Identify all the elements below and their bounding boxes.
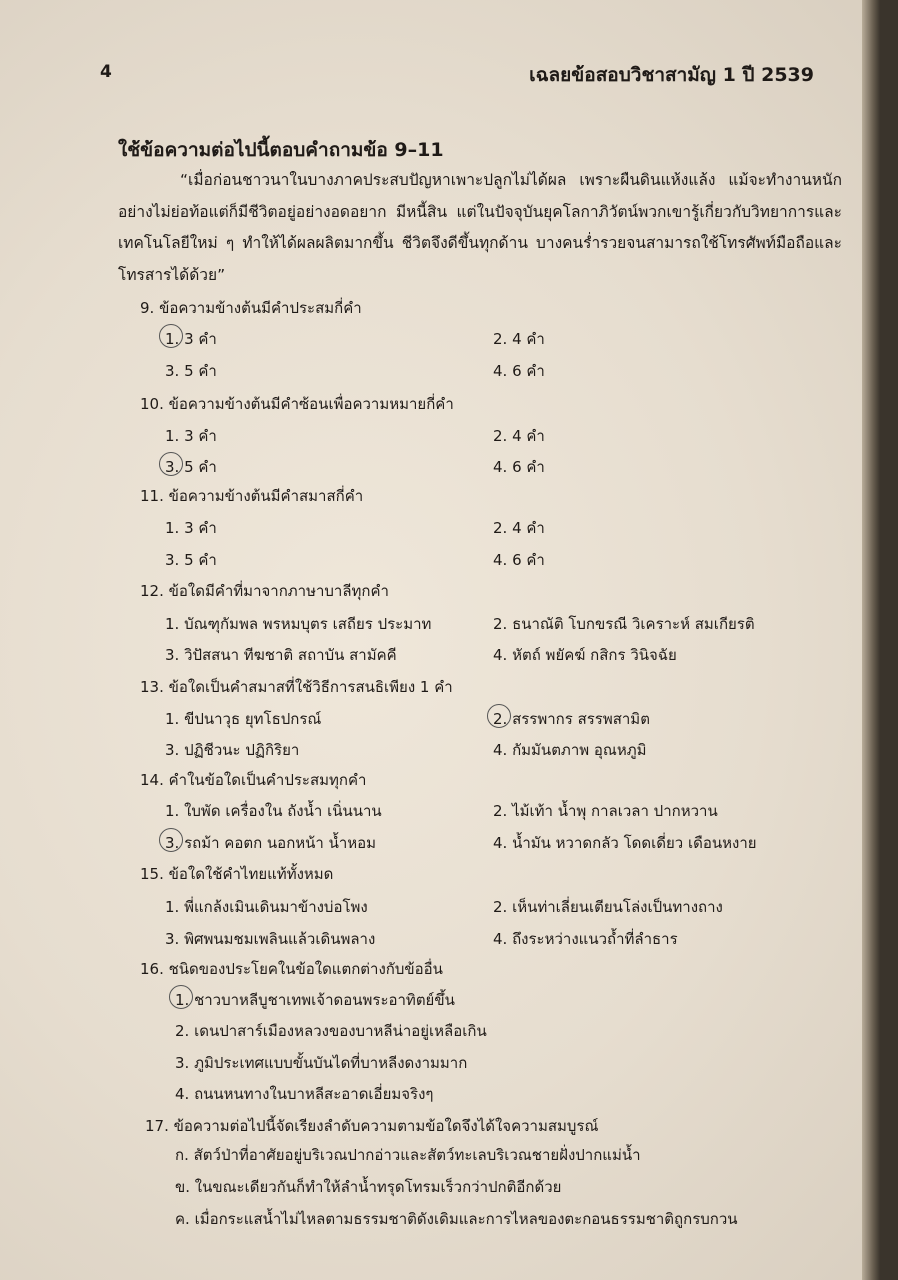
question-14: 14. คำในข้อใดเป็นคำประสมทุกคำ	[140, 771, 367, 789]
question-13: 13. ข้อใดเป็นคำสมาสที่ใช้วิธีการสนธิเพียง 1 คำ	[140, 678, 453, 696]
page-number: 4	[100, 62, 112, 82]
q13-option-1: 1. ขีปนาวุธ ยุทโธปกรณ์	[165, 710, 322, 728]
question-10: 10. ข้อความข้างต้นมีคำซ้อนเพื่อความหมายกี่คำ	[140, 395, 454, 413]
q16-option-1: 1. ชาวบาหลีบูชาเทพเจ้าดอนพระอาทิตย์ขึ้น	[175, 988, 455, 1012]
running-header-title: เฉลยข้อสอบวิชาสามัญ 1 ปี 2539	[529, 64, 814, 86]
answer-circle-mark	[159, 828, 183, 852]
q10-option-1: 1. 3 คำ	[165, 427, 217, 445]
q9-option-1: 1. 3 คำ	[165, 327, 217, 351]
page-edge-shadow	[862, 0, 880, 1280]
q11-option-3: 3. 5 คำ	[165, 551, 217, 569]
q14-option-3: 3. รถม้า คอตก นอกหน้า น้ำหอม	[165, 831, 376, 855]
q15-option-3: 3. พิศพนมชมเพลินแล้วเดินพลาง	[165, 930, 376, 948]
q15-option-4: 4. ถึงระหว่างแนวถ้ำที่ลำธาร	[493, 930, 678, 948]
answer-circle-mark	[487, 704, 511, 728]
question-16: 16. ชนิดของประโยคในข้อใดแตกต่างกับข้ออื่น	[140, 960, 443, 978]
q9-option-2: 2. 4 คำ	[493, 330, 545, 348]
question-11: 11. ข้อความข้างต้นมีคำสมาสกี่คำ	[140, 487, 364, 505]
q17-statement-kho: ข. ในขณะเดียวกันก็ทำให้ลำน้ำทรุดโทรมเร็วกว่าปกติอีกด้วย	[175, 1178, 562, 1196]
q11-option-1: 1. 3 คำ	[165, 519, 217, 537]
q16-option-4: 4. ถนนหนทางในบาหลีสะอาดเอี่ยมจริงๆ	[175, 1085, 434, 1103]
q10-option-3: 3. 5 คำ	[165, 455, 217, 479]
question-12: 12. ข้อใดมีคำที่มาจากภาษาบาลีทุกคำ	[140, 582, 389, 600]
q12-option-3: 3. วิปัสสนา ทีฆชาติ สถาบัน สามัคคี	[165, 646, 397, 664]
q13-option-2: 2. สรรพากร สรรพสามิต	[493, 707, 650, 731]
reading-passage	[118, 165, 842, 291]
question-9: 9. ข้อความข้างต้นมีคำประสมกี่คำ	[140, 299, 362, 317]
q13-option-4: 4. กัมมันตภาพ อุณหภูมิ	[493, 741, 647, 759]
answer-circle-mark	[169, 985, 193, 1009]
passage-text: “เมื่อก่อนชาวนาในบางภาคประสบปัญหาเพาะปลูกไม่ได้ผล เพราะผืนดินแห้งแล้ง แม้จะทำงานหนักอย่างไม่ย่อท้อแต่ก็มีชีวิตอยู่อย่างอดอยาก มีหนี้สิน แต่ในปัจจุบันยุคโลกาภิวัตน์พวกเขารู้เกี่ยวกับวิทยาการและเทคโนโลยีใหม่ ๆ ทำให้ได้ผลผลิตมากขึ้น ชีวิตจึงดีขึ้นทุกด้าน บางคนร่ำรวยจนสามารถใช้โทรศัพท์มือถือและโทรสารได้ด้วย”	[118, 171, 842, 284]
q12-option-1: 1. บัณฑุกัมพล พรหมบุตร เสถียร ประมาท	[165, 615, 432, 633]
q16-option-3: 3. ภูมิประเทศแบบขั้นบันไดที่บาหลีงดงามมาก	[175, 1054, 468, 1072]
q17-statement-ko: ก. สัตว์ป่าที่อาศัยอยู่บริเวณปากอ่าวและสัตว์ทะเลบริเวณชายฝั่งปากแม่น้ำ	[175, 1146, 641, 1164]
q14-option-4: 4. น้ำมัน หวาดกลัว โดดเดี่ยว เดือนหงาย	[493, 834, 757, 852]
q16-option-2: 2. เดนปาสาร์เมืองหลวงของบาหลีน่าอยู่เหลือเกิน	[175, 1022, 487, 1040]
question-15: 15. ข้อใดใช้คำไทยแท้ทั้งหมด	[140, 865, 334, 883]
q14-option-2: 2. ไม้เท้า น้ำพุ กาลเวลา ปากหวาน	[493, 802, 718, 820]
answer-circle-mark	[159, 452, 183, 476]
q9-option-3: 3. 5 คำ	[165, 362, 217, 380]
q10-option-4: 4. 6 คำ	[493, 458, 545, 476]
answer-circle-mark	[159, 324, 183, 348]
q14-option-1: 1. ใบพัด เครื่องใน ถังน้ำ เนิ่นนาน	[165, 802, 382, 820]
q17-statement-kho-khwai: ค. เมื่อกระแสน้ำไม่ไหลตามธรรมชาติดังเดิมและการไหลของตะกอนธรรมชาติถูกรบกวน	[175, 1210, 738, 1228]
q15-option-1: 1. พี่แกล้งเมินเดินมาข้างบ่อโพง	[165, 898, 368, 916]
q11-option-4: 4. 6 คำ	[493, 551, 545, 569]
q9-option-4: 4. 6 คำ	[493, 362, 545, 380]
q12-option-2: 2. ธนาณัติ โบกขรณี วิเคราะห์ สมเกียรติ	[493, 615, 755, 633]
q15-option-2: 2. เห็นท่าเลี่ยนเตียนโล่งเป็นทางถาง	[493, 898, 723, 916]
q11-option-2: 2. 4 คำ	[493, 519, 545, 537]
q10-option-2: 2. 4 คำ	[493, 427, 545, 445]
q13-option-3: 3. ปฏิชีวนะ ปฏิกิริยา	[165, 741, 300, 759]
instruction-heading: ใช้ข้อความต่อไปนี้ตอบคำถามข้อ 9–11	[118, 139, 444, 161]
q12-option-4: 4. หัตถ์ พยัคฆ์ กสิกร วินิจฉัย	[493, 646, 677, 664]
question-17: 17. ข้อความต่อไปนี้จัดเรียงลำดับความตามข้อใดจึงได้ใจความสมบูรณ์	[145, 1117, 599, 1135]
